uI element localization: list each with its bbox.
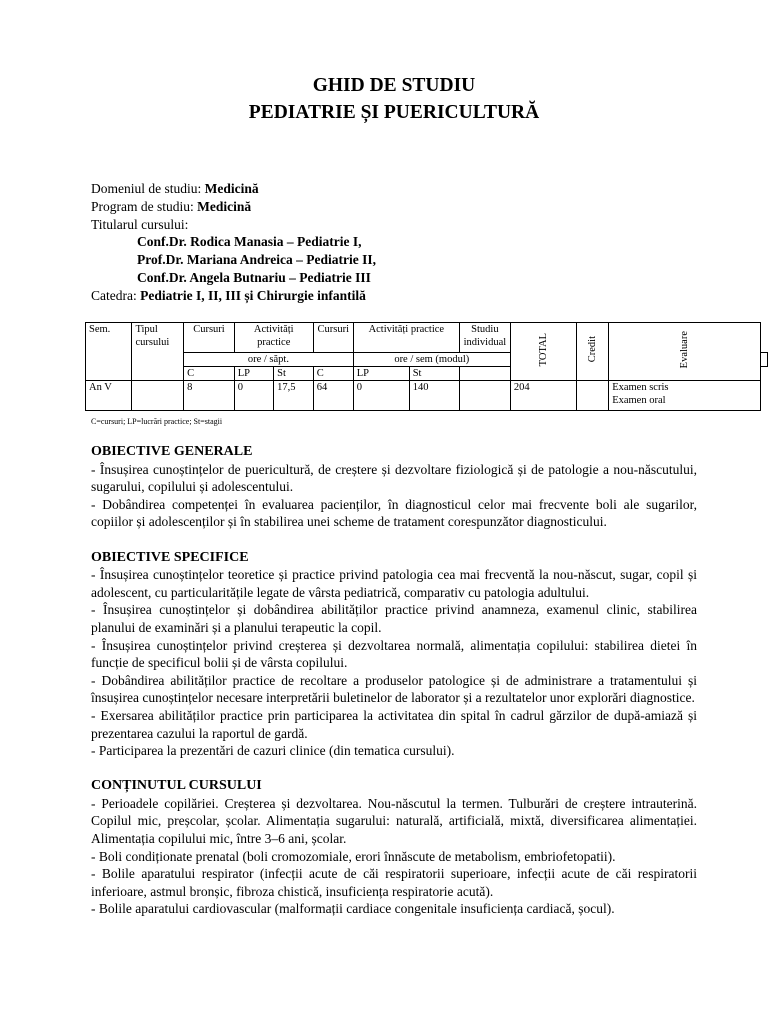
table-row <box>86 381 768 411</box>
titular-name: Conf.Dr. Rodica Manasia – Pediatrie I, <box>137 234 362 250</box>
paragraph: - Însușirea cunoștințelor și dobândirea abilităților practice privind anamneza, examenul clinic, stabilirea planului de examinări și a planului terapeutic la copil. <box>91 602 697 635</box>
paragraph: - Boli condiționate prenatal (boli cromozomiale, erori înnăscute de metabolism, embriofetopatii). <box>91 848 616 864</box>
cell-lp-sem: 0 <box>353 381 409 411</box>
sub-st-week: St <box>274 367 314 381</box>
paragraph: - Bolile aparatului respirator (infecții acute de căi respiratorii superioare, infecții acute de căi respiratorii inferioare, astmul bronșic, fibroza chistică, insuficiența respiratorie acută). <box>91 866 697 899</box>
cell-studiu <box>459 381 510 411</box>
header-activitati-week: Activități practice <box>234 323 313 353</box>
paragraph: - Însușirea cunoștințelor de puericultură, de creștere și dezvoltare fiziologică și de patologie a nou-născutului, sugarului, copilului și adolescentului. <box>91 461 697 495</box>
header-evaluare: Evaluare <box>609 323 761 381</box>
paragraph: - Exersarea abilităților practice prin participarea la activitatea din spital în cadrul gărzilor de după-amiază și prezentarea cazului la raportul de gardă. <box>91 707 697 741</box>
table-header-row <box>86 323 768 353</box>
sub-lp-week: LP <box>234 367 273 381</box>
sub-c-sem: C <box>313 367 353 381</box>
header-activitati-sem: Activități practice <box>353 323 459 353</box>
section-heading: CONȚINUTUL CURSULUI <box>91 778 262 794</box>
catedra-label: Catedra: <box>91 287 137 303</box>
section-heading: OBIECTIVE SPECIFICE <box>91 549 249 565</box>
header-cursuri-sem: Cursuri <box>313 323 353 353</box>
sub-lp-sem: LP <box>353 367 409 381</box>
program-label: Program de studiu: <box>91 198 194 214</box>
table-note: C=cursuri; LP=lucrări practice; St=stagii <box>91 417 223 426</box>
header-ore-sem: ore / sem (modul) <box>353 353 510 367</box>
header-ore-sapt: ore / săpt. <box>184 353 354 367</box>
cell-tipul <box>132 381 184 411</box>
domain-value: Medicină <box>204 181 259 196</box>
cell-credit <box>576 381 609 411</box>
cell-st-week: 17,5 <box>274 381 314 411</box>
domain-line <box>91 180 376 198</box>
titular-name: Prof.Dr. Mariana Andreica – Pediatrie II, <box>137 252 376 268</box>
header-studiu: Studiu individual <box>459 323 510 353</box>
course-metadata <box>91 180 376 305</box>
paragraph: - Bolile aparatului cardiovascular (malformații cardiace congenitale insuficiența cardiacă, șocul). <box>91 901 615 917</box>
titular-name: Conf.Dr. Angela Butnariu – Pediatrie III <box>137 269 371 285</box>
paragraph: - Însușirea cunoștințelor teoretice și practice privind patologia cea mai frecventă la nou-născut, sugar, copil și adolescent, cu particularitățile legate de vârsta pediatrică, comparativ cu patologia adultului. <box>91 567 697 600</box>
domain-label: Domeniul de studiu: <box>91 181 202 196</box>
sub-empty <box>459 367 510 381</box>
catedra-value: Pediatrie I, II, III și Chirurgie infantilă <box>140 287 366 303</box>
sub-st-sem: St <box>409 367 459 381</box>
header-total: TOTAL <box>510 323 576 381</box>
cell-st-sem: 140 <box>409 381 459 411</box>
catedra-line <box>91 287 376 305</box>
sub-c-week: C <box>184 367 235 381</box>
cell-c-week: 8 <box>184 381 235 411</box>
cell-sem: An V <box>86 381 132 411</box>
header-cursuri-week: Cursuri <box>184 323 235 353</box>
paragraph: - Participarea la prezentări de cazuri clinice (din tematica cursului). <box>91 743 455 759</box>
document-body <box>91 443 697 918</box>
page-subtitle: PEDIATRIE ȘI PUERICULTURĂ <box>248 102 540 123</box>
paragraph: - Dobândirea competenței în evaluarea pacienților, în diagnosticul celor mai frecvente boli ale sugarilor, copiilor și adolescenților și în stabilirea unei scheme de tratament corespunzător diagnosticului. <box>91 496 697 530</box>
section-heading: OBIECTIVE GENERALE <box>91 444 253 459</box>
header-credit: Credit <box>576 323 609 381</box>
evaluare-item: Examen scris <box>612 382 669 393</box>
program-value: Medicină <box>197 198 252 214</box>
header-tipul: Tipul cursului <box>132 323 184 381</box>
paragraph: - Dobândirea abilităților practice de recoltare a produselor patologice și de administrare a tratamentului și însușirea cunoștințelor necesare interpretării buletinelor de laborator și a rezultatelor unor explorări diagnostice. <box>91 672 697 706</box>
cell-total: 204 <box>510 381 576 411</box>
cell-evaluare <box>609 381 761 411</box>
evaluare-item: Examen oral <box>612 395 666 406</box>
course-hours-table <box>85 322 768 411</box>
cell-lp-week: 0 <box>234 381 273 411</box>
cell-c-sem: 64 <box>313 381 353 411</box>
program-line <box>91 198 376 216</box>
page-title: GHID DE STUDIU <box>312 75 476 96</box>
paragraph: - Perioadele copilăriei. Creșterea și dezvoltarea. Nou-născutul la termen. Tulburări de creștere intrauterină. Copilul mic, preșcolar, școlar. Alimentația sugarului: naturală, artificială, mixtă, diversificarea alimentației. Alimentația copilului mic, între 3–6 ani, școlar. <box>91 795 697 847</box>
header-empty <box>761 353 768 367</box>
titular-label: Titularul cursului: <box>91 216 189 232</box>
paragraph: - Însușirea cunoștințelor privind creșterea și dezvoltarea normală, alimentația copilului: stabilirea dietei în funcție de specificul bolii și de vârsta copilului. <box>91 637 697 671</box>
header-sem: Sem. <box>86 323 132 381</box>
